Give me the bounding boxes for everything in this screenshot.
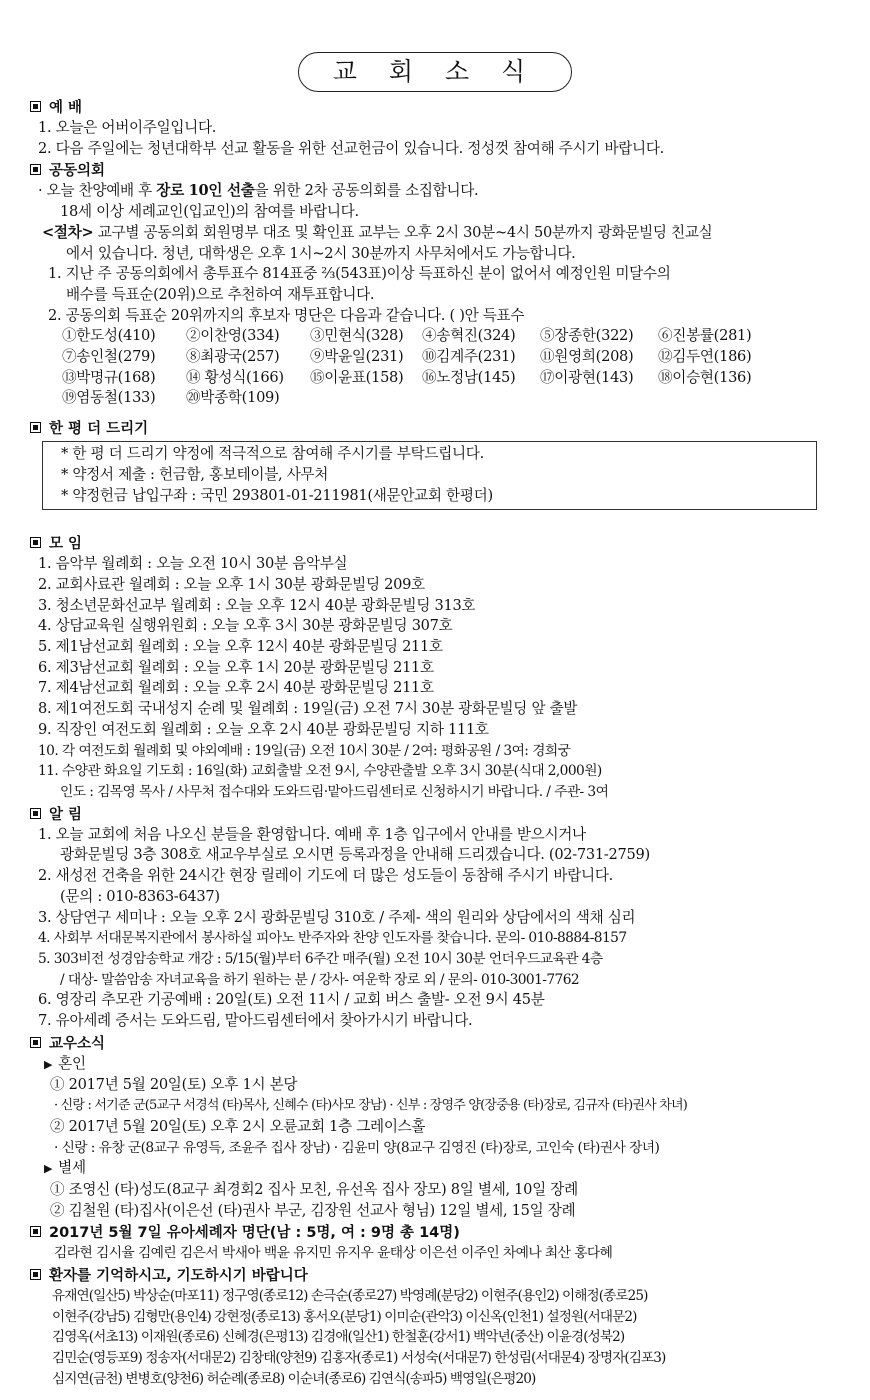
candidate: ②이찬영(334) [186, 327, 280, 345]
candidate: ⑭ 황성식(166) [186, 368, 284, 386]
meeting-item: 6. 제3남선교회 월례회 : 오늘 오후 1시 20분 광화문빌딩 211호 [38, 658, 434, 676]
section-worship-heading [30, 98, 840, 118]
meeting-item: 2. 교회사료관 월례회 : 오늘 오후 1시 30분 광화문빌딩 209호 [38, 575, 425, 593]
candidate: ⑦송인철(279) [62, 348, 156, 366]
candidate: ⑧최광국(257) [186, 348, 280, 366]
council-line: 18세 이상 세례교인(입교인)의 참여를 바랍니다. [60, 203, 359, 221]
spacer [30, 409, 840, 417]
council-emphasis: 장로 10인 선출 [156, 182, 255, 200]
meeting-item: 7. 제4남선교회 월례회 : 오늘 오후 2시 40분 광화문빌딩 211호 [38, 679, 434, 697]
death-subheading [30, 1158, 840, 1180]
section-notices-heading [30, 805, 840, 825]
candidate-row [30, 388, 840, 409]
notice-line: / 대상- 말씀암송 자녀교육을 하기 원하는 분 / 강사- 여운학 장로 외 / 문의- 010-3001-7762 [60, 971, 580, 988]
hanpyeong-line: * 약정헌금 납입구좌 : 국민 293801-01-211981(새문안교회 한평더) [61, 486, 493, 504]
hanpyeong-line: * 한 평 더 드리기 약정에 적극적으로 참여해 주시기를 부탁드립니다. [61, 445, 484, 463]
notice-line: 광화문빌딩 3층 308호 새교우부실로 오시면 등록과정을 안내해 드리겠습니다. (02-731-2759) [60, 846, 650, 864]
wedding-label: 혼인 [58, 1054, 86, 1072]
meeting-item: 4. 상담교육원 실행위원회 : 오늘 오후 3시 30분 광화문빌딩 307호 [38, 617, 453, 635]
notice-line: (문의 : 010-8363-6437) [60, 887, 220, 905]
square-bullet-icon [30, 164, 41, 175]
section-baptism-heading [30, 1223, 840, 1243]
meeting-item: 11. 수양관 화요일 기도회 : 16일(화) 교회출발 오전 9시, 수양관출발 오후 3시 30분(식대 2,000원) [38, 763, 602, 780]
notice-line: 3. 상담연구 세미나 : 오늘 오후 2시 광화문빌딩 310호 / 주제- 색의 원리와 상담에서의 색채 심리 [38, 908, 636, 926]
candidate: ⑥진봉률(281) [658, 327, 752, 345]
patient-line: 김영옥(서초13) 이재원(종로6) 신혜경(은평13) 김경애(일산1) 한철훈(강서1) 백악년(중산) 이윤경(성북2) [52, 1329, 625, 1346]
council-line [30, 181, 840, 202]
triangle-right-icon: ▶ [44, 1162, 53, 1176]
square-bullet-icon [30, 101, 41, 112]
candidate: ⑤장종한(322) [540, 327, 634, 345]
council-procedure [30, 223, 840, 244]
square-bullet-icon [30, 1269, 41, 1280]
death-line: ① 조영신 (타)성도(8교구 최경회2 집사 모친, 유선옥 집사 장모) 8일 별세, 10일 장례 [50, 1180, 578, 1198]
section-hanpyeong-heading [30, 419, 840, 439]
candidate-row [30, 368, 840, 389]
spacer [30, 510, 840, 532]
notice-line: 7. 유아세례 증서는 도와드림, 맡아드림센터에서 찾아가시기 바랍니다. [38, 1012, 473, 1030]
wedding-line: · 신랑 : 유창 군(8교구 유영득, 조윤주 집사 장남) · 김윤미 양(8교구 김영진 (타)장로, 고인숙 (타)권사 장녀) [54, 1139, 660, 1156]
candidate: ④송혁진(324) [422, 327, 516, 345]
procedure-label: <절차> [42, 223, 94, 241]
candidate: ⑩김계주(231) [422, 348, 516, 366]
church-news-page [30, 52, 840, 1390]
candidate: ⑬박명규(168) [62, 368, 156, 386]
meeting-item: 3. 청소년문화선교부 월례회 : 오늘 오후 12시 40분 광화문빌딩 313호 [38, 596, 476, 614]
section-patients-heading [30, 1266, 840, 1286]
council-item-cont: 배수를 득표순(20위)으로 추천하여 재투표합니다. [66, 285, 375, 303]
wedding-subheading [30, 1054, 840, 1076]
meeting-item: 9. 직장인 여전도회 월례회 : 오늘 오후 2시 40분 광화문빌딩 지하 111호 [38, 720, 489, 738]
notice-line: 4. 사회부 서대문복지관에서 봉사하실 피아노 반주자와 찬양 인도자를 찾습니다. 문의- 010-8884-8157 [38, 930, 627, 947]
candidate: ⑮이윤표(158) [310, 368, 404, 386]
notice-line: 5. 303비전 성경암송학교 개강 : 5/15(월)부터 6주간 매주(월) 오전 10시 30분 언더우드교육관 4층 [38, 950, 603, 967]
candidate: ①한도성(410) [62, 327, 156, 345]
hanpyeong-box [42, 441, 817, 510]
title-wrap [30, 52, 840, 96]
notice-line: 1. 오늘 교회에 처음 나오신 분들을 환영합니다. 예배 후 1층 입구에서 안내를 받으시거나 [38, 825, 586, 843]
patient-line: 심지연(금천) 변병호(양천6) 허순례(종로8) 이순녀(종로6) 김연식(송파5) 백영일(은평20) [52, 1370, 536, 1387]
square-bullet-icon [30, 422, 41, 433]
square-bullet-icon [30, 1037, 41, 1048]
candidate: ⑫김두연(186) [658, 348, 752, 366]
square-bullet-icon [30, 808, 41, 819]
candidate-row [30, 347, 840, 368]
meeting-item-cont: 인도 : 김목영 목사 / 사무처 접수대와 도와드림·맡아드림센터로 신청하시기 바랍니다. / 주관- 3여 [60, 783, 609, 800]
worship-item: 2. 다음 주일에는 청년대학부 선교 활동을 위한 선교헌금이 있습니다. 정성껏 참여해 주시기 바랍니다. [38, 139, 664, 157]
notice-line: 2. 새성전 건축을 위한 24시간 현장 릴레이 기도에 더 많은 성도들이 동참해 주시기 바랍니다. [38, 867, 613, 885]
section-heading-text: 환자를 기억하시고, 기도하시기 바랍니다 [49, 1268, 308, 1285]
patient-line: 유재연(일산5) 박상순(마포11) 정구영(종로12) 손극순(종로27) 박영례(분당2) 이현주(용인2) 이해정(종로25) [52, 1288, 648, 1305]
candidate: ⑳박종학(109) [186, 389, 280, 407]
meeting-item: 1. 음악부 월례회 : 오늘 오전 10시 30분 음악부실 [38, 555, 348, 573]
notice-line: 6. 영장리 추모관 기공예배 : 20일(토) 오전 11시 / 교회 버스 출발- 오전 9시 45분 [38, 991, 545, 1009]
council-text: 을 위한 2차 공동의회를 소집합니다. [254, 182, 479, 200]
patient-line: 이현주(강남5) 김형만(용인4) 강현정(종로13) 홍서오(분당1) 이미순(관악3) 이신옥(인천1) 설정원(서대문2) [52, 1308, 637, 1325]
candidate-row [30, 326, 840, 347]
meeting-item: 10. 각 여전도회 월례회 및 야외예배 : 19일(금) 오전 10시 30분 / 2여: 평화공원 / 3여: 경희궁 [38, 742, 571, 759]
candidate: ⑯노정남(145) [422, 368, 516, 386]
candidate: ⑪원영희(208) [540, 348, 634, 366]
worship-item: 1. 오늘은 어버이주일입니다. [38, 119, 217, 136]
patient-line: 김민순(영등포9) 정송자(서대문2) 김창태(양천9) 김홍자(종로1) 서성숙(서대문7) 한성림(서대문4) 장명자(김포3) [52, 1350, 666, 1367]
wedding-line: · 신랑 : 서기준 군(5교구 서경석 (타)목사, 신혜수 (타)사모 장남) · 신부 : 장영주 양(장중용 (타)장로, 김규자 (타)권사 차녀) [54, 1098, 688, 1114]
page-title: 교 회 소 식 [298, 52, 572, 92]
wedding-line: ① 2017년 5월 20일(토) 오후 1시 본당 [50, 1076, 298, 1094]
death-label: 별세 [58, 1159, 86, 1177]
candidate: ⑲염동철(133) [62, 389, 156, 407]
meeting-item: 5. 제1남선교회 월례회 : 오늘 오후 12시 40분 광화문빌딩 211호 [38, 638, 443, 656]
square-bullet-icon [30, 537, 41, 548]
section-council-heading [30, 161, 840, 181]
square-bullet-icon [30, 1226, 41, 1237]
section-heading-text: 2017년 5월 7일 유아세례자 명단(남 : 5명, 여 : 9명 총 14명) [49, 1225, 460, 1242]
section-heading-text: 예 배 [49, 100, 83, 116]
hanpyeong-line: * 약정서 제출 : 헌금함, 홍보테이블, 사무처 [61, 465, 329, 483]
section-heading-text: 모 임 [49, 536, 83, 553]
procedure-text: 교구별 공동의회 회원명부 대조 및 확인표 교부는 오후 2시 30분~4시 50분까지 광화문빌딩 친교실 [93, 223, 713, 241]
section-meetings-heading [30, 534, 840, 554]
meeting-item: 8. 제1여전도회 국내성지 순례 및 월례회 : 19일(금) 오전 7시 30분 광화문빌딩 앞 출발 [38, 700, 578, 718]
triangle-right-icon: ▶ [44, 1057, 53, 1071]
council-item: 2. 공동의회 득표순 20위까지의 후보자 명단은 다음과 같습니다. ( )안 득표수 [48, 306, 525, 324]
section-heading-text: 알 림 [49, 806, 83, 823]
candidate: ⑨박윤일(231) [310, 348, 404, 366]
candidate: ③민현식(328) [310, 327, 404, 345]
section-heading-text: 공동의회 [49, 163, 106, 180]
council-text: · 오늘 찬양예배 후 [38, 182, 157, 200]
candidate: ⑱이승현(136) [658, 368, 752, 386]
section-heading-text: 한 평 더 드리기 [49, 421, 149, 438]
council-procedure-cont: 에서 있습니다. 청년, 대학생은 오후 1시~2시 30분까지 사무처에서도 가능합니다. [66, 244, 576, 262]
candidate: ⑰이광현(143) [540, 368, 634, 386]
wedding-line: ② 2017년 5월 20일(토) 오후 2시 오륜교회 1층 그레이스홀 [50, 1117, 426, 1135]
section-heading-text: 교우소식 [49, 1035, 106, 1052]
section-members-heading [30, 1034, 840, 1054]
baptism-names: 김라현 김시율 김예린 김은서 박새아 백윤 유지민 유지우 윤태상 이은선 이주인 차예나 최산 홍다혜 [54, 1245, 613, 1262]
council-item: 1. 지난 주 공동의회에서 총투표수 814표중 ⅔(543표)이상 득표하신 분이 없어서 예정인원 미달수의 [48, 265, 671, 283]
death-line: ② 김철원 (타)집사(이은선 (타)권사 부군, 김장원 선교사 형님) 12일 별세, 15일 장례 [50, 1201, 576, 1219]
